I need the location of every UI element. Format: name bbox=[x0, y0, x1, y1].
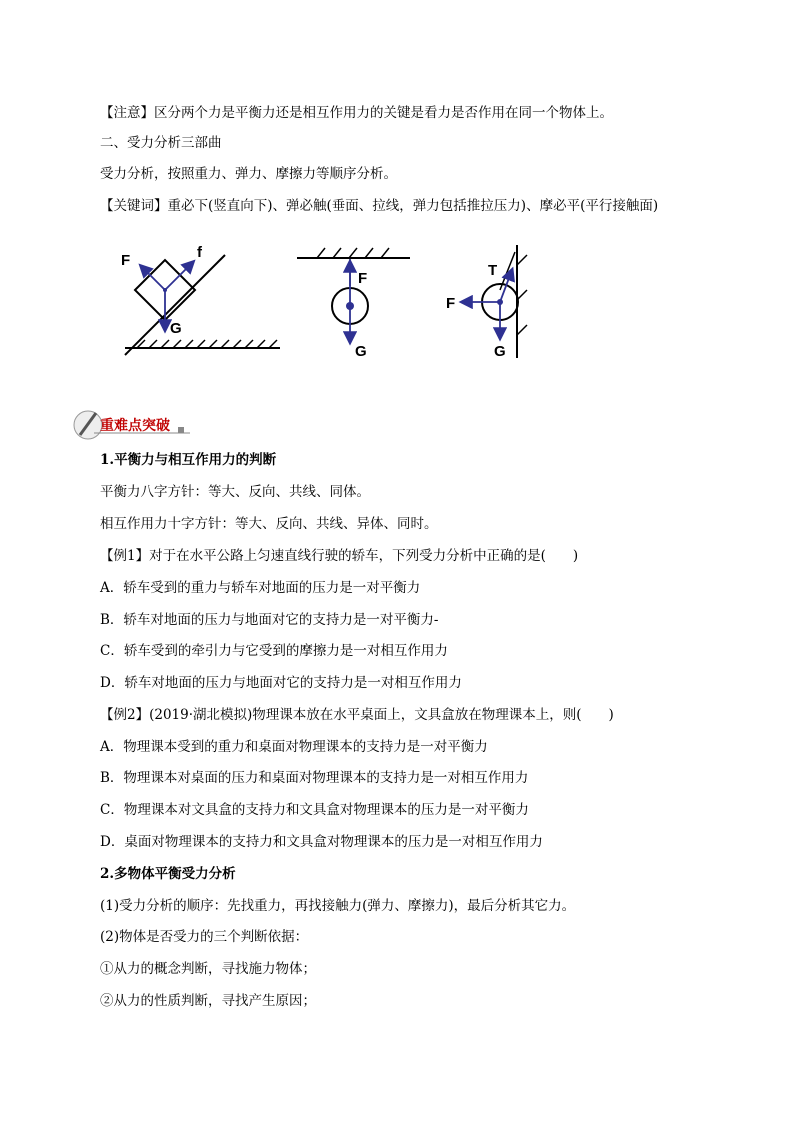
item1-title: 1.平衡力与相互作用力的判断 bbox=[100, 452, 277, 468]
example2-option-a: A．物理课本受到的重力和桌面对物理课本的支持力是一对平衡力 bbox=[100, 739, 488, 755]
item2-title: 2.多物体平衡受力分析 bbox=[100, 866, 236, 882]
example2-option-b: B．物理课本对桌面的压力和桌面对物理课本的支持力是一对相互作用力 bbox=[100, 770, 529, 786]
section-heading: 二、受力分析三部曲 bbox=[100, 135, 222, 151]
key-points-banner bbox=[70, 405, 200, 445]
example1-option-c: C．轿车受到的牵引力与它受到的摩擦力是一对相互作用力 bbox=[100, 643, 448, 659]
step2-line: (2)物体是否受力的三个判断依据： bbox=[100, 929, 309, 945]
banner-title: 重难点突破 bbox=[100, 418, 170, 434]
basis1-line: ①从力的概念判断，寻找施力物体； bbox=[100, 961, 316, 977]
basis2-line: ②从力的性质判断，寻找产生原因； bbox=[100, 993, 316, 1009]
force-label-wall-push: F bbox=[446, 295, 456, 312]
force-label-tension: T bbox=[488, 262, 498, 279]
interaction-rule: 相互作用力十字方针：等大、反向、共线、异体、同时。 bbox=[100, 516, 438, 532]
incline-force-diagram bbox=[115, 235, 290, 360]
keywords-line: 【关键词】重必下(竖直向下)、弹必触(垂面、拉线，弹力包括推拉压力)、摩必平(平行接触面) bbox=[100, 198, 659, 214]
analysis-line: 受力分析，按照重力、弹力、摩擦力等顺序分析。 bbox=[100, 166, 397, 182]
force-label-gravity: G bbox=[170, 320, 182, 337]
example1-option-a: A．轿车受到的重力与轿车对地面的压力是一对平衡力 bbox=[100, 580, 421, 596]
example2-option-d: D．桌面对物理课本的支持力和文具盒对物理课本的压力是一对相互作用力 bbox=[100, 834, 543, 850]
force-label-gravity: G bbox=[494, 343, 506, 360]
force-label-f-push: F bbox=[121, 252, 131, 269]
example1-option-b: B．轿车对地面的压力与地面对它的支持力是一对平衡力- bbox=[100, 612, 439, 628]
hanging-ball-diagram bbox=[295, 238, 415, 363]
step1-line: (1)受力分析的顺序：先找重力，再找接触力(弹力、摩擦力)，最后分析其它力。 bbox=[100, 898, 576, 914]
force-label-gravity: G bbox=[355, 343, 367, 360]
wall-ball-diagram bbox=[440, 240, 550, 365]
force-label-tension: F bbox=[358, 270, 368, 287]
example1-question: 【例1】对于在水平公路上匀速直线行驶的轿车，下列受力分析中正确的是( ) bbox=[100, 548, 579, 564]
balance-rule: 平衡力八字方针：等大、反向、共线、同体。 bbox=[100, 484, 370, 500]
force-label-friction: f bbox=[197, 244, 202, 261]
example2-question: 【例2】(2019·湖北模拟)物理课本放在水平桌面上，文具盒放在物理课本上，则( ) bbox=[100, 707, 614, 723]
example2-option-c: C．物理课本对文具盒的支持力和文具盒对物理课本的压力是一对平衡力 bbox=[100, 802, 529, 818]
note-line: 【注意】区分两个力是平衡力还是相互作用力的关键是看力是否作用在同一个物体上。 bbox=[100, 105, 613, 121]
example1-option-d: D．轿车对地面的压力与地面对它的支持力是一对相互作用力 bbox=[100, 675, 462, 691]
